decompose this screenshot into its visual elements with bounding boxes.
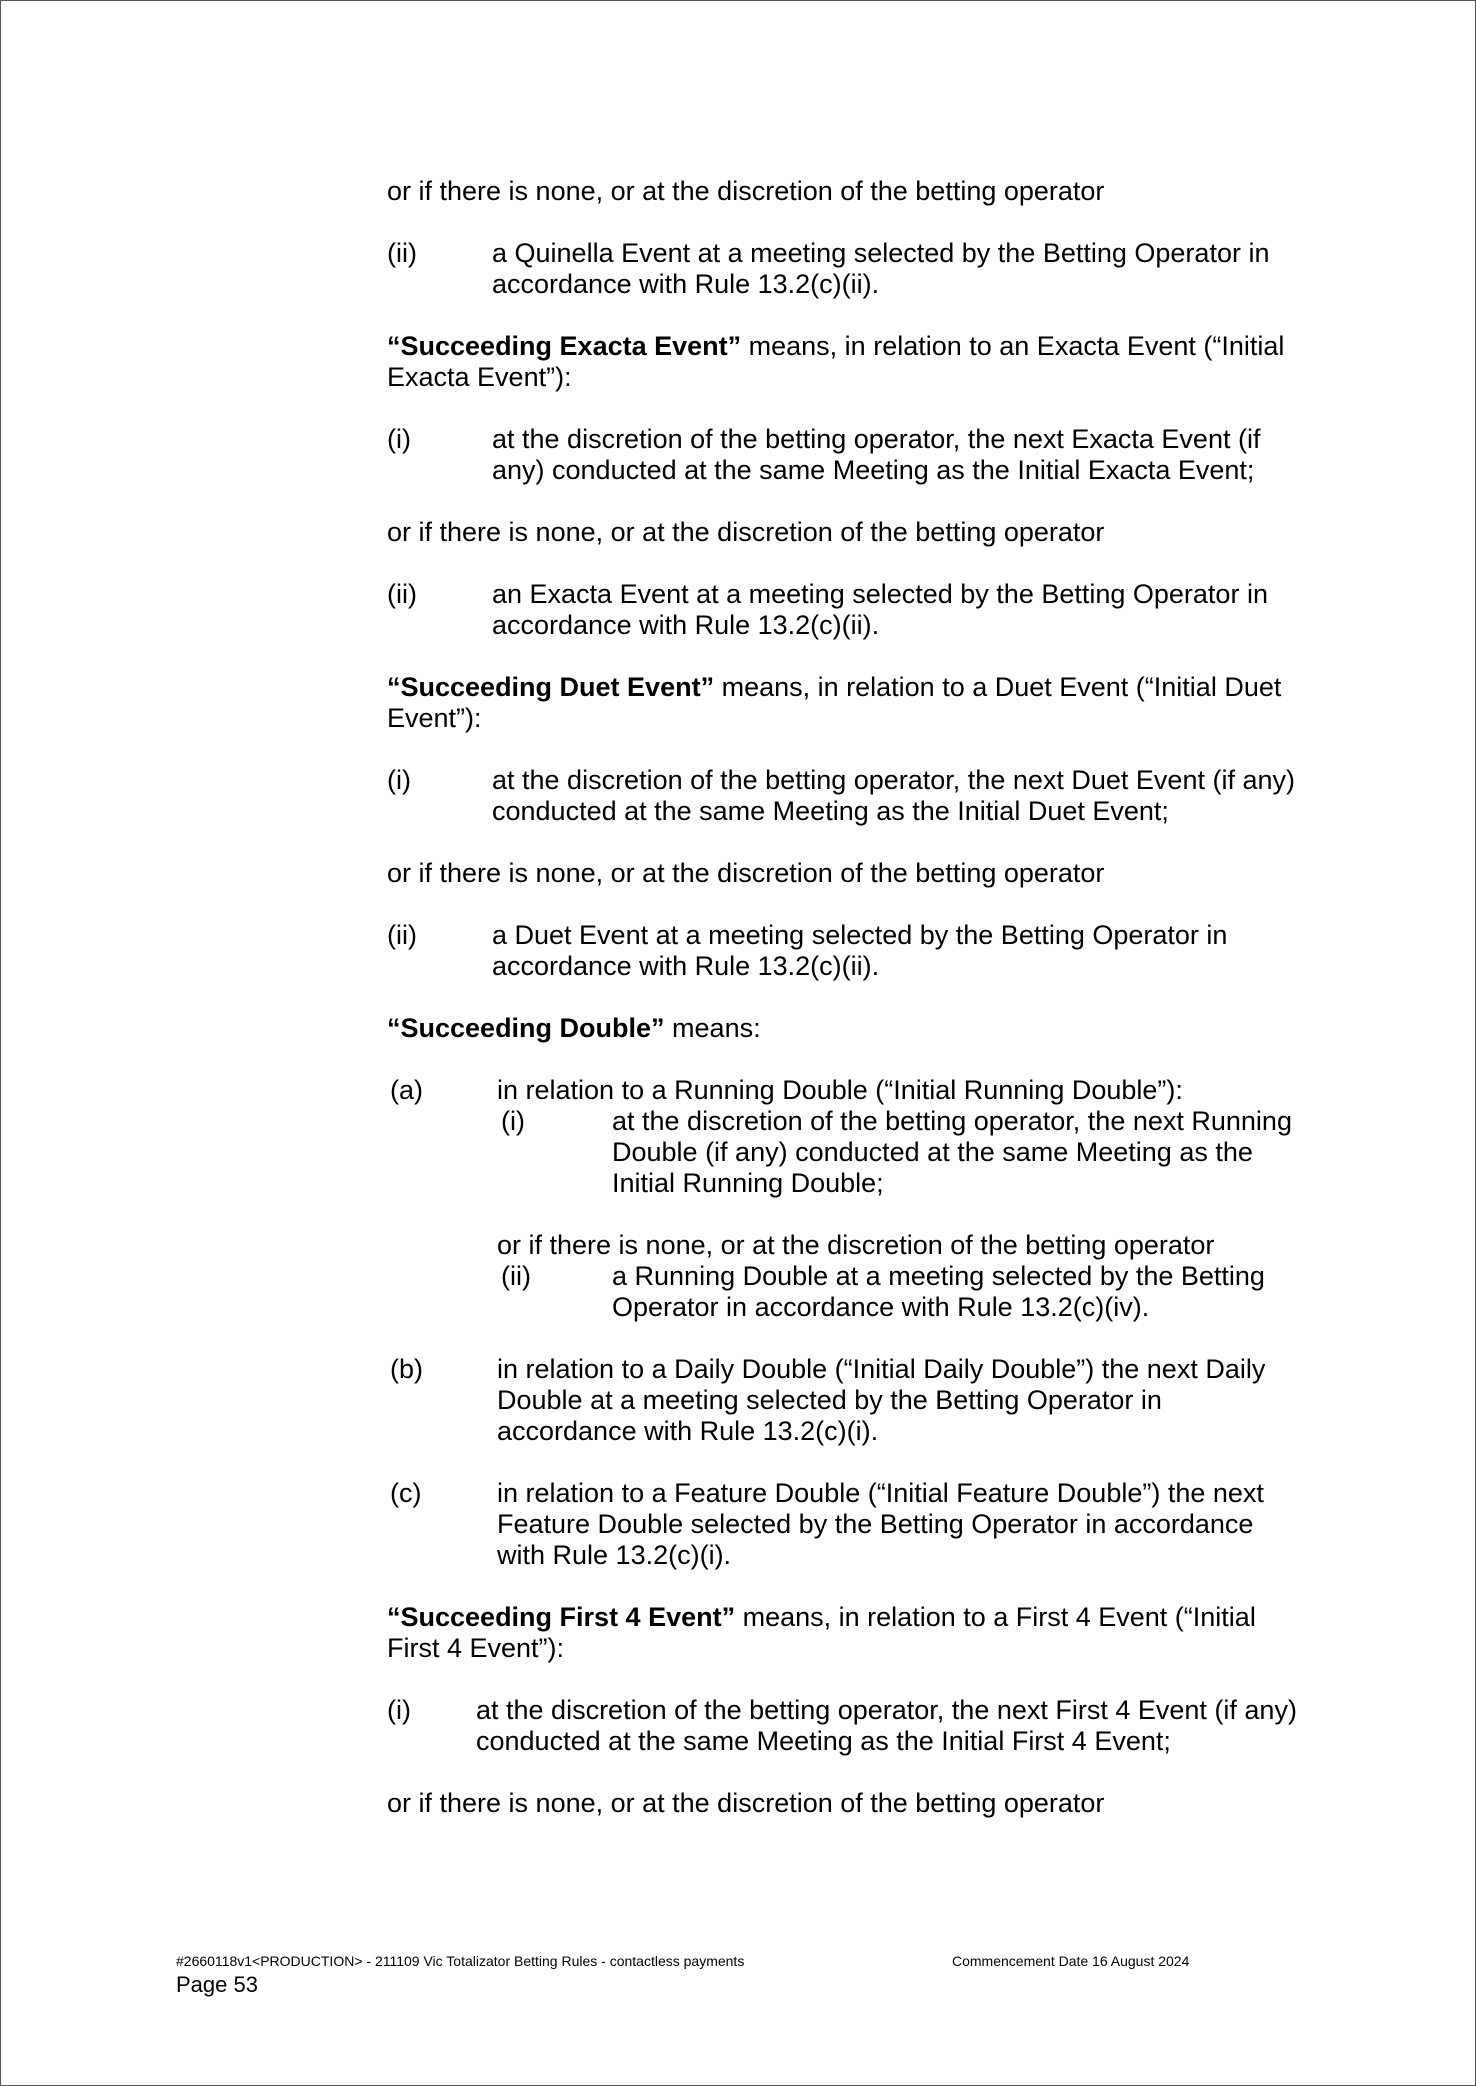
definition-text: means, in relation to an Exacta Event (“Initial Exacta Event”):	[387, 331, 1285, 392]
clause-number: (i)	[387, 424, 411, 454]
clause-number: (i)	[387, 765, 411, 795]
clause-number: (ii)	[387, 920, 417, 950]
clause-number: (ii)	[387, 238, 417, 268]
subclause-text: at the discretion of the betting operator, the next Running Double (if any) conducted at the same Meeting as the Initial Running Double;	[612, 1106, 1292, 1198]
clause-text: at the discretion of the betting operator, the next Duet Event (if any) conducted at the same Meeting as the Initial Duet Event;	[492, 765, 1295, 826]
paragraph-or-discretion: or if there is none, or at the discretion of the betting operator	[497, 1230, 1215, 1260]
definition-text: means:	[664, 1013, 761, 1043]
duet-clause-i	[387, 765, 1307, 827]
subclause-text: a Running Double at a meeting selected by the Betting Operator in accordance with Rule 13.2(c)(iv).	[612, 1261, 1265, 1322]
double-clause-c	[387, 1478, 1307, 1571]
footer-page-number: Page 53	[176, 1972, 258, 1997]
footer-commencement-date: Commencement Date 16 August 2024	[952, 1953, 1190, 1969]
paragraph-or-discretion: or if there is none, or at the discretion of the betting operator	[387, 1788, 1105, 1818]
definition-text: means, in relation to a First 4 Event (“Initial First 4 Event”):	[387, 1602, 1256, 1663]
clause-number: (a)	[390, 1075, 423, 1105]
clause-text: an Exacta Event at a meeting selected by the Betting Operator in accordance with Rule 13.2(c)(ii).	[492, 579, 1268, 640]
paragraph-or-discretion: or if there is none, or at the discretion of the betting operator	[387, 858, 1105, 888]
paragraph-or-discretion: or if there is none, or at the discretion of the betting operator	[387, 176, 1105, 206]
subclause-number: (ii)	[501, 1261, 531, 1291]
clause-number: (c)	[390, 1478, 422, 1508]
defined-term: “Succeeding Double”	[387, 1013, 665, 1043]
clause-text: in relation to a Daily Double (“Initial Daily Double”) the next Daily Double at a meeting selected by the Betting Operator in accordance with Rule 13.2(c)(i).	[497, 1354, 1266, 1446]
quinella-clause-ii	[387, 238, 1307, 300]
definition-text: means, in relation to a Duet Event (“Initial Duet Event”):	[387, 672, 1282, 733]
double-clause-a	[387, 1075, 1307, 1323]
clause-text: at the discretion of the betting operator, the next First 4 Event (if any) conducted at the same Meeting as the Initial First 4 Event;	[476, 1695, 1297, 1756]
clause-text: in relation to a Running Double (“Initial Running Double”):	[497, 1075, 1183, 1105]
footer-document-reference: #2660118v1<PRODUCTION> - 211109 Vic Totalizator Betting Rules - contactless payments	[176, 1953, 745, 1969]
defined-term: “Succeeding Exacta Event”	[387, 331, 742, 361]
double-clause-b	[387, 1354, 1307, 1447]
subclause-number: (i)	[501, 1106, 525, 1136]
paragraph-or-discretion: or if there is none, or at the discretion of the betting operator	[387, 517, 1105, 547]
definition-succeeding-duet	[387, 672, 1307, 734]
defined-term: “Succeeding First 4 Event”	[387, 1602, 736, 1632]
clause-text: a Duet Event at a meeting selected by the Betting Operator in accordance with Rule 13.2(c)(ii).	[492, 920, 1228, 981]
double-subclause-i	[497, 1106, 1307, 1199]
definition-succeeding-exacta	[387, 331, 1307, 393]
first4-clause-i	[387, 1695, 1307, 1757]
clause-text: a Quinella Event at a meeting selected by the Betting Operator in accordance with Rule 13.2(c)(ii).	[492, 238, 1270, 299]
definition-succeeding-double	[387, 1013, 1307, 1044]
defined-term: “Succeeding Duet Event”	[387, 672, 715, 702]
duet-clause-ii	[387, 920, 1307, 982]
document-body	[387, 176, 1307, 1850]
clause-text: at the discretion of the betting operator, the next Exacta Event (if any) conducted at the same Meeting as the Initial Exacta Event;	[492, 424, 1261, 485]
clause-number: (b)	[390, 1354, 423, 1384]
exacta-clause-i	[387, 424, 1307, 486]
clause-number: (ii)	[387, 579, 417, 609]
clause-number: (i)	[387, 1695, 411, 1725]
definition-succeeding-first4	[387, 1602, 1307, 1664]
clause-text: in relation to a Feature Double (“Initial Feature Double”) the next Feature Double selected by the Betting Operator in accordance with Rule 13.2(c)(i).	[497, 1478, 1264, 1570]
clause-body	[497, 1075, 1307, 1323]
double-subclause-ii	[497, 1261, 1307, 1323]
exacta-clause-ii	[387, 579, 1307, 641]
